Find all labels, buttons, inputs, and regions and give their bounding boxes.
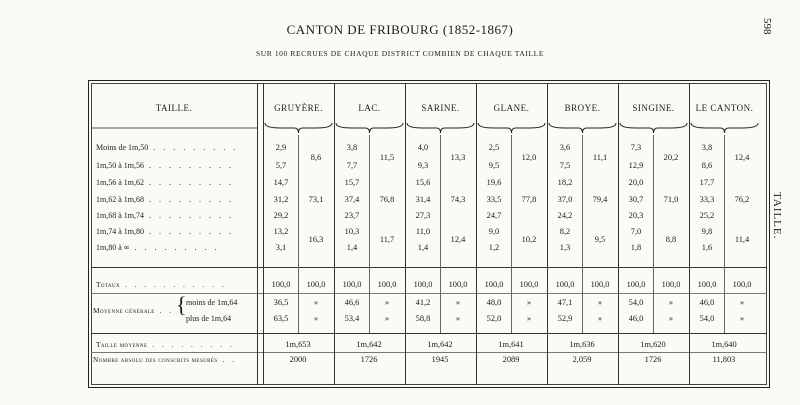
nombre-absolu-label: Nombre absolu des conscrits mesurés . . (93, 355, 237, 364)
value-cell: 7,3 (630, 143, 642, 152)
size-row-label (96, 143, 238, 152)
moyenne-plus-cell: 46,0 (628, 314, 644, 323)
value-cell: 3,8 (701, 143, 713, 152)
vline-district-inner (440, 267, 441, 333)
totaux-group-cell: 100,0 (377, 280, 397, 289)
totaux-cell: 100,0 (555, 280, 575, 289)
totaux-cell: 100,0 (484, 280, 504, 289)
group-middle-cell: 76,8 (379, 195, 395, 204)
value-cell: 10,3 (344, 227, 360, 236)
header-rule (91, 121, 257, 135)
totaux-cell: 100,0 (626, 280, 646, 289)
value-cell: 37,0 (557, 195, 573, 204)
header-taille: TAILLE. (155, 103, 193, 113)
value-cell: 1,2 (488, 243, 500, 252)
group-middle-cell: 76,2 (734, 195, 750, 204)
moyenne-label: Moyenne générale . . (93, 306, 175, 315)
vline-district (405, 83, 406, 385)
group-middle-cell: 71,0 (663, 195, 679, 204)
moyenne-mark: » (668, 298, 674, 307)
vline-district-inner (724, 135, 725, 267)
totaux-cell: 100,0 (413, 280, 433, 289)
totals-separator (91, 267, 767, 268)
moyenne-mark: » (384, 314, 390, 323)
value-cell: 15,7 (344, 178, 360, 187)
taille-moyenne-cell: 1m,636 (569, 340, 595, 349)
value-cell: 18,2 (557, 178, 573, 187)
moyenne-mark: » (455, 298, 461, 307)
value-cell: 24,7 (486, 211, 502, 220)
value-cell: 3,6 (559, 143, 571, 152)
group-small-cell: 13,3 (450, 153, 466, 162)
value-cell: 23,7 (344, 211, 360, 220)
vline-district-inner (369, 267, 370, 333)
value-cell: 20,3 (628, 211, 644, 220)
size-row-label-text: Moins de 1m,50 (96, 143, 149, 152)
value-cell: 7,7 (346, 161, 358, 170)
moyenne-mark: » (739, 314, 745, 323)
header-district: GRUYÈRE. (274, 103, 323, 113)
page-subtitle: SUR 100 RECRUES DE CHAQUE DISTRICT COMBIEN DE CHAQUE TAILLE (255, 49, 545, 58)
moyenne-moins-cell: 41,2 (415, 298, 431, 307)
vline-district (334, 83, 335, 385)
value-cell: 20,0 (628, 178, 644, 187)
moyenne-mark: » (526, 298, 532, 307)
value-cell: 24,2 (557, 211, 573, 220)
group-small-cell: 20,2 (663, 153, 679, 162)
value-cell: 9,3 (417, 161, 429, 170)
moyenne-mark: » (597, 298, 603, 307)
group-small-cell: 12,4 (734, 153, 750, 162)
taille-moyenne-cell: 1m,641 (498, 340, 524, 349)
vline-district (689, 83, 690, 385)
moyenne-plus-label: plus de 1m,64 (186, 314, 232, 323)
value-cell: 31,4 (415, 195, 431, 204)
totaux-group-cell: 100,0 (448, 280, 468, 289)
size-row-label (96, 211, 234, 220)
header-district: GLANE. (493, 103, 530, 113)
taille-moyenne-cell: 1m,620 (640, 340, 666, 349)
vline-district (476, 83, 477, 385)
header-brace (263, 121, 334, 135)
group-large-cell: 10,2 (521, 235, 537, 244)
moyenne-plus-cell: 52,9 (557, 314, 573, 323)
totaux-group-cell: 100,0 (732, 280, 752, 289)
group-small-cell: 11,5 (379, 153, 395, 162)
value-cell: 9,8 (701, 227, 713, 236)
group-large-cell: 16,3 (308, 235, 324, 244)
value-cell: 3,8 (346, 143, 358, 152)
value-cell: 8,6 (701, 161, 713, 170)
running-side-label: TAILLE. (771, 192, 783, 240)
moyenne-moins-cell: 48,0 (486, 298, 502, 307)
vline-district (547, 83, 548, 385)
moyenne-mark: » (668, 314, 674, 323)
value-cell: 9,5 (488, 161, 500, 170)
vline-district-inner (369, 135, 370, 267)
vline-taille (257, 83, 258, 385)
leader-dots: . . . . . . . . . (144, 227, 234, 236)
value-cell: 3,1 (275, 243, 287, 252)
value-cell: 1,4 (346, 243, 358, 252)
moyenne-plus-cell: 52,0 (486, 314, 502, 323)
moyenne-mark: » (455, 314, 461, 323)
nombre-cell: 2089 (502, 355, 520, 364)
group-small-cell: 11,1 (592, 153, 608, 162)
group-large-cell: 8,8 (665, 235, 677, 244)
group-large-cell: 12,4 (450, 235, 466, 244)
value-cell: 7,0 (630, 227, 642, 236)
average-bottom-rule (91, 352, 767, 353)
totals-bottom-rule (91, 293, 767, 294)
vline-district-inner (511, 135, 512, 267)
nombre-cell: 1945 (431, 355, 449, 364)
moyenne-plus-cell: 54,0 (699, 314, 715, 323)
size-row-label-text: 1m,56 à 1m,62 (96, 178, 144, 187)
moyenne-moins-cell: 46,0 (699, 298, 715, 307)
group-large-cell: 11,7 (379, 235, 395, 244)
vline-district (618, 83, 619, 385)
size-row-label-text: 1m,62 à 1m,68 (96, 195, 144, 204)
nombre-cell: 2000 (289, 355, 307, 364)
header-district: SINGINE. (632, 103, 675, 113)
header-brace (689, 121, 760, 135)
header-brace (618, 121, 689, 135)
vline-district-inner (582, 135, 583, 267)
taille-moyenne-cell: 1m,653 (285, 340, 311, 349)
value-cell: 17,7 (699, 178, 715, 187)
header-brace (476, 121, 547, 135)
header-district: SARINE. (421, 103, 460, 113)
moyenne-moins-cell: 46,6 (344, 298, 360, 307)
totaux-cell: 100,0 (271, 280, 291, 289)
group-middle-cell: 73,1 (308, 195, 324, 204)
header-brace (405, 121, 476, 135)
moyenne-moins-cell: 54,0 (628, 298, 644, 307)
page-number: 598 (761, 18, 773, 35)
size-row-label-text: 1m,50 à 1m,56 (96, 161, 144, 170)
taille-moyenne-cell: 1m,640 (711, 340, 737, 349)
leader-dots: . . . . . . . . . (144, 211, 234, 220)
moyenne-mark: » (526, 314, 532, 323)
size-row-label (96, 227, 234, 236)
totaux-group-cell: 100,0 (306, 280, 326, 289)
size-row-label (96, 161, 234, 170)
header-brace (334, 121, 405, 135)
value-cell: 25,2 (699, 211, 715, 220)
moyenne-brace: { (176, 292, 187, 317)
vline-district-inner (653, 135, 654, 267)
nombre-cell: 11,803 (712, 355, 736, 364)
value-cell: 33,5 (486, 195, 502, 204)
value-cell: 7,5 (559, 161, 571, 170)
value-cell: 37,4 (344, 195, 360, 204)
value-cell: 5,7 (275, 161, 287, 170)
value-cell: 9,0 (488, 227, 500, 236)
vline-district (263, 83, 264, 385)
totaux-group-cell: 100,0 (519, 280, 539, 289)
value-cell: 1,4 (417, 243, 429, 252)
value-cell: 2,9 (275, 143, 287, 152)
value-cell: 12,9 (628, 161, 644, 170)
group-small-cell: 12,0 (521, 153, 537, 162)
header-district: LE CANTON. (695, 103, 754, 113)
leader-dots: . . . . . . . . . (148, 143, 239, 152)
averages-separator (91, 333, 767, 334)
group-large-cell: 11,4 (734, 235, 750, 244)
taille-moyenne-cell: 1m,642 (427, 340, 453, 349)
size-row-label-text: 1m,68 à 1m,74 (96, 211, 144, 220)
vline-district-inner (440, 135, 441, 267)
value-cell: 31,2 (273, 195, 289, 204)
value-cell: 8,2 (559, 227, 571, 236)
value-cell: 30,7 (628, 195, 644, 204)
nombre-cell: 2,059 (572, 355, 592, 364)
taille-moyenne-cell: 1m,642 (356, 340, 382, 349)
totaux-group-cell: 100,0 (590, 280, 610, 289)
value-cell: 2,5 (488, 143, 500, 152)
header-district: BROYE. (564, 103, 601, 113)
value-cell: 19,6 (486, 178, 502, 187)
nombre-cell: 1726 (644, 355, 662, 364)
taille-moyenne-label: Taille moyenne . . . . . . . . . (96, 340, 235, 349)
value-cell: 33,3 (699, 195, 715, 204)
vline-district-inner (582, 267, 583, 333)
page-title: CANTON DE FRIBOURG (1852-1867) (286, 22, 514, 37)
group-middle-cell: 74,3 (450, 195, 466, 204)
moyenne-mark: » (384, 298, 390, 307)
totaux-cell: 100,0 (342, 280, 362, 289)
leader-dots: . . . . . . . . . (144, 195, 234, 204)
moyenne-mark: » (313, 298, 319, 307)
moyenne-plus-cell: 63,5 (273, 314, 289, 323)
size-row-label (96, 195, 234, 204)
value-cell: 14,7 (273, 178, 289, 187)
value-cell: 11,0 (415, 227, 431, 236)
group-large-cell: 9,5 (594, 235, 606, 244)
header-brace (547, 121, 618, 135)
value-cell: 27,3 (415, 211, 431, 220)
vline-district-inner (653, 267, 654, 333)
vline-district-inner (511, 267, 512, 333)
leader-dots: . . . . . . . . . (144, 161, 234, 170)
value-cell: 13,2 (273, 227, 289, 236)
value-cell: 4,0 (417, 143, 429, 152)
moyenne-moins-cell: 47,1 (557, 298, 573, 307)
group-middle-cell: 77,8 (521, 195, 537, 204)
moyenne-moins-cell: 36,5 (273, 298, 289, 307)
moyenne-mark: » (739, 298, 745, 307)
size-row-label-text: 1m,74 à 1m,80 (96, 227, 144, 236)
size-row-label (96, 178, 234, 187)
value-cell: 29,2 (273, 211, 289, 220)
value-cell: 1,8 (630, 243, 642, 252)
value-cell: 15,6 (415, 178, 431, 187)
value-cell: 1,6 (701, 243, 713, 252)
size-row-label (96, 243, 219, 252)
nombre-cell: 1726 (360, 355, 378, 364)
totaux-group-cell: 100,0 (661, 280, 681, 289)
group-middle-cell: 79,4 (592, 195, 608, 204)
moyenne-plus-cell: 58,8 (415, 314, 431, 323)
vline-district-inner (724, 267, 725, 333)
value-cell: 1,3 (559, 243, 571, 252)
vline-district-inner (298, 135, 299, 267)
leader-dots: . . . . . . . . . (144, 178, 234, 187)
totaux-cell: 100,0 (697, 280, 717, 289)
leader-dots: . . . . . . . . . (129, 243, 220, 252)
group-small-cell: 8,6 (310, 153, 322, 162)
moyenne-mark: » (597, 314, 603, 323)
header-district: LAC. (358, 103, 381, 113)
moyenne-moins-label: moins de 1m,64 (186, 298, 238, 307)
moyenne-plus-cell: 53,4 (344, 314, 360, 323)
totaux-label: Totaux . . . . . . . . . . . (96, 280, 227, 289)
size-row-label-text: 1m,80 à ∞ (96, 243, 130, 252)
vline-district-inner (298, 267, 299, 333)
moyenne-mark: » (313, 314, 319, 323)
